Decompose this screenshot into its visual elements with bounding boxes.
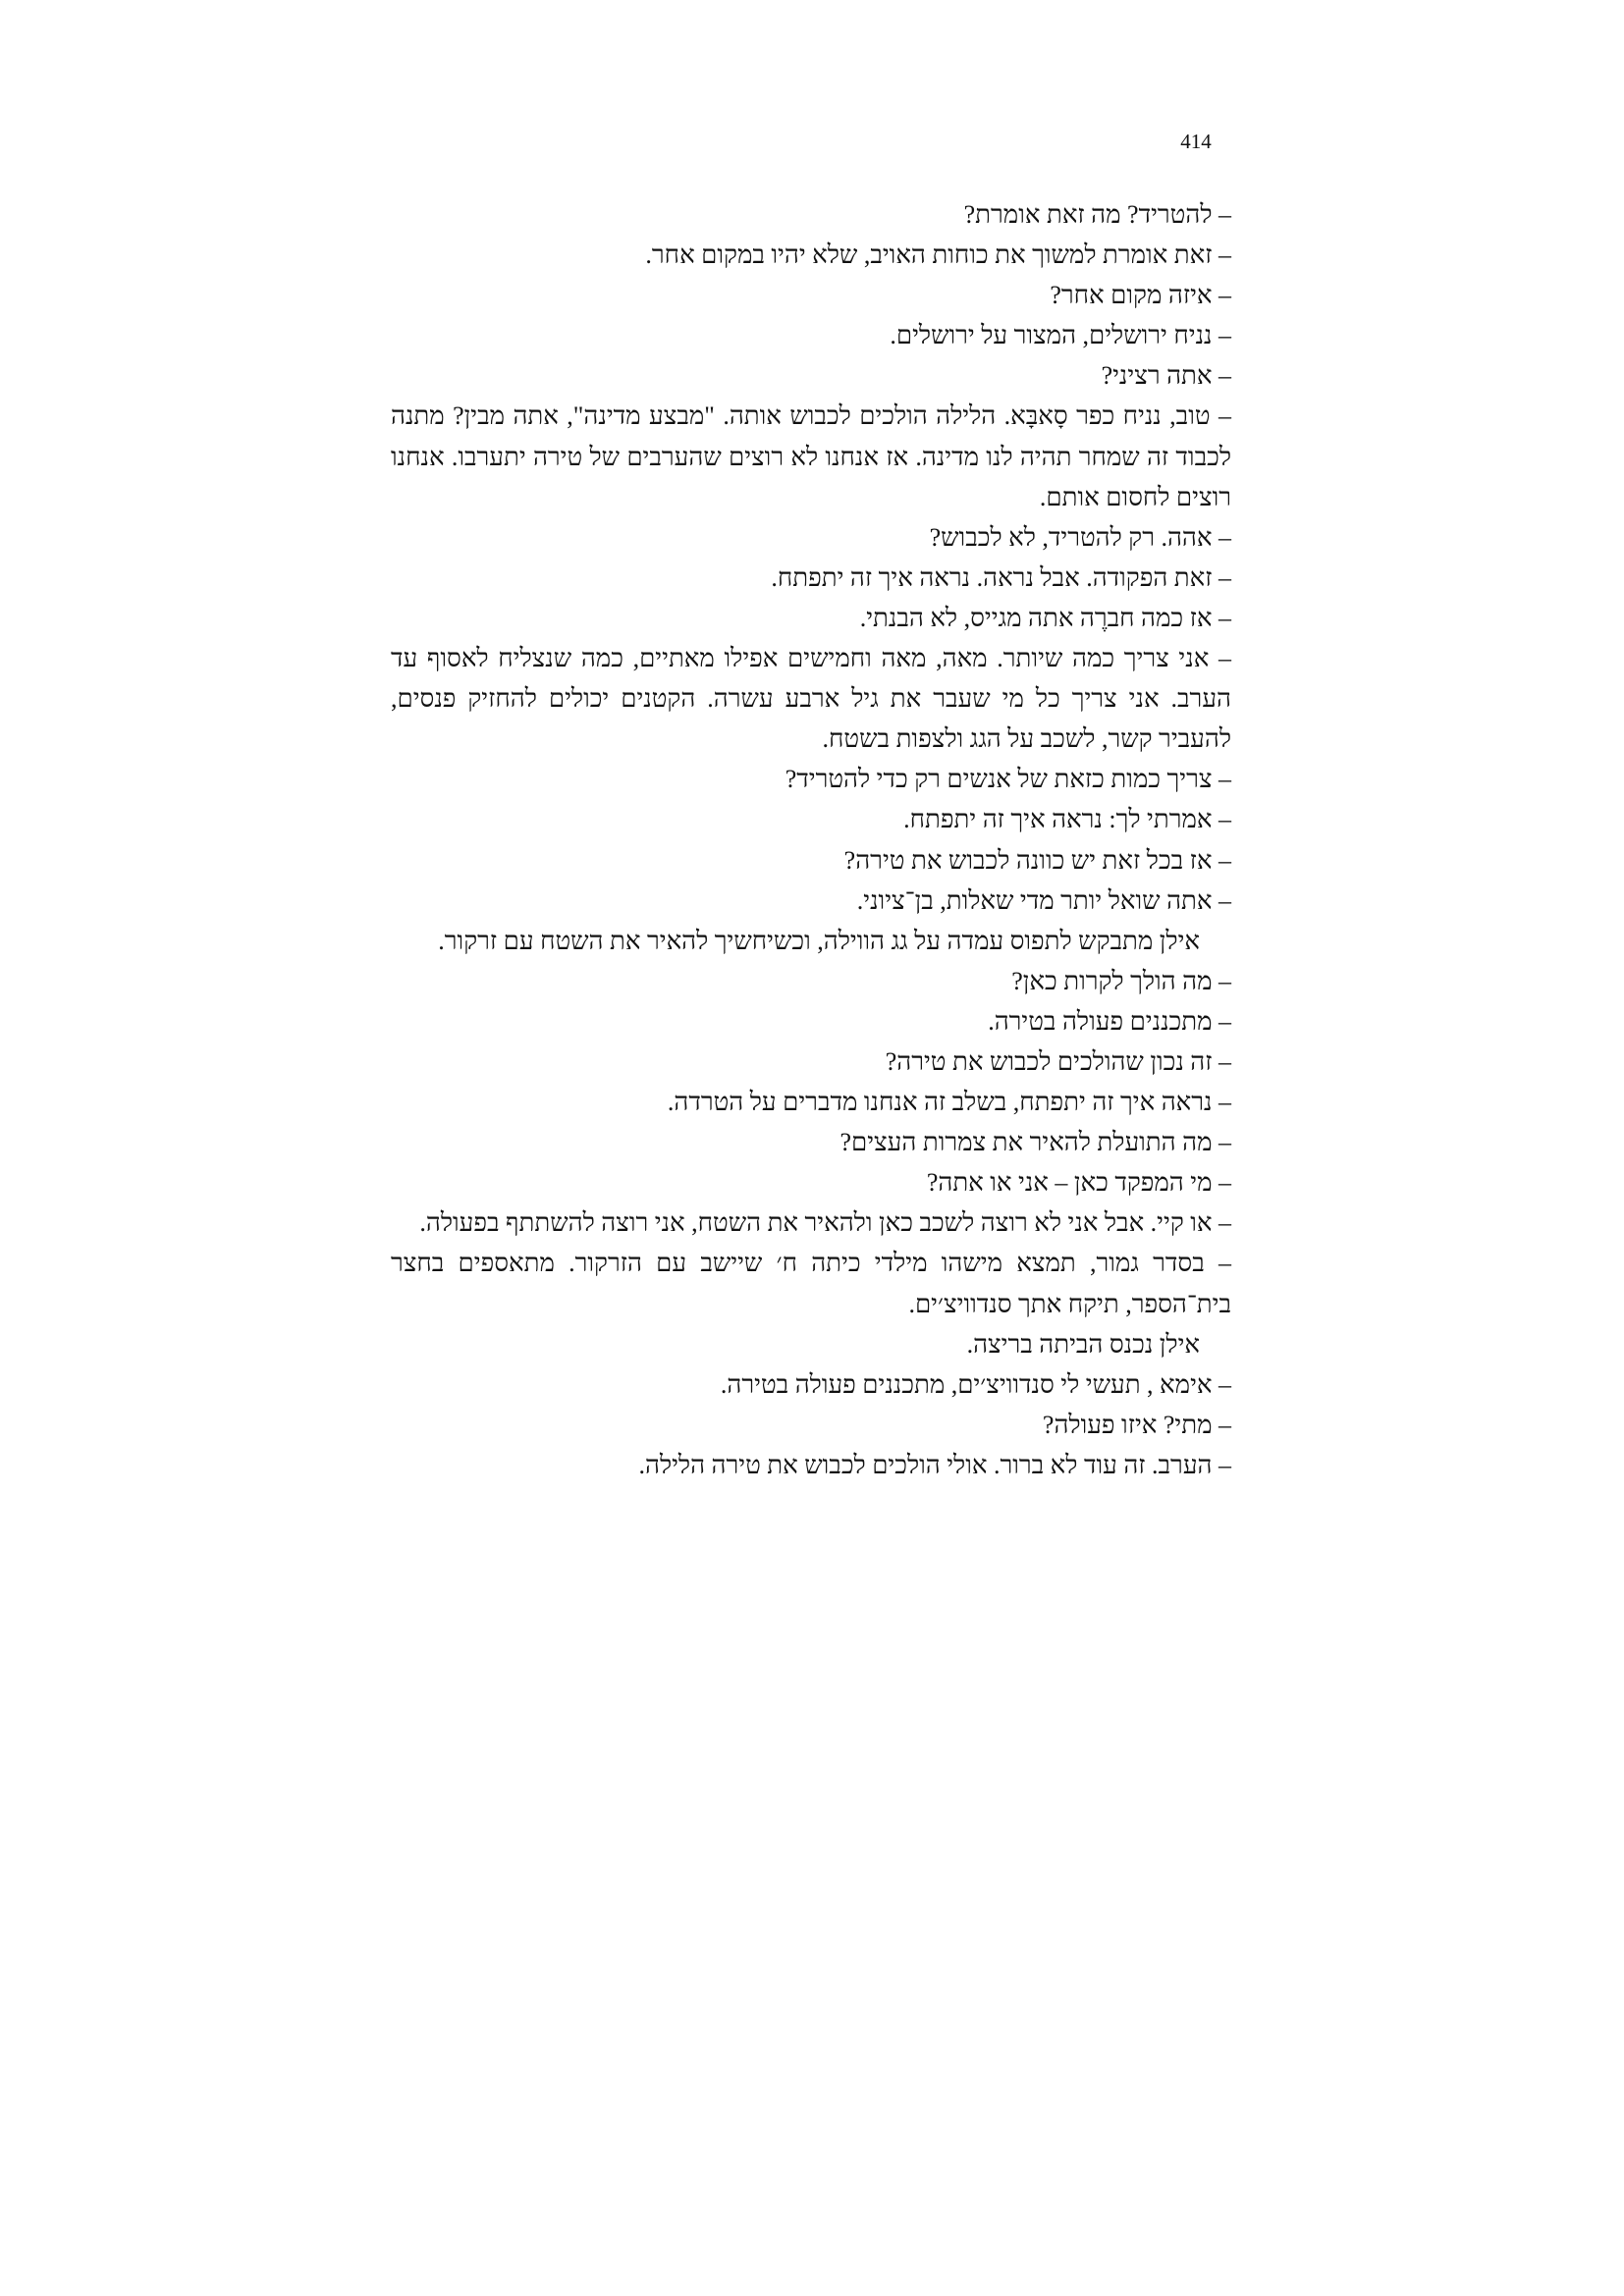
dialogue-line: – הערב. זה עוד לא ברור. אולי הולכים לכבוש את טירה הלילה.	[638, 1450, 1231, 1479]
dialogue-paragraph: – טוב, נניח כפר סָאבָּא. הלילה הולכים לכבוש אותה. "מבצע מדינה", אתה מבין? מתנה לכבוד זה שמחר תהיה לנו מדינה. אז אנחנו לא רוצים שהערבים של טירה יתערבו. אנחנו רוצים לחסום אותם.	[391, 401, 1231, 511]
dialogue-line: – זאת אומרת למשוך את כוחות האויב, שלא יהיו במקום אחר.	[645, 240, 1231, 270]
dialogue-line: – אז כמה חברֶה אתה מגייס, לא הבנתי.	[859, 603, 1231, 632]
dialogue-line: – זאת הפקודה. אבל נראה. נראה איך זה יתפתח.	[771, 562, 1231, 592]
dialogue-line: – אתה רציני?	[1101, 361, 1231, 391]
dialogue-line: – זה נכון שהולכים לכבוש את טירה?	[885, 1046, 1231, 1076]
dialogue-line: – נראה איך זה יתפתח, בשלב זה אנחנו מדברים על הטרדה.	[667, 1088, 1231, 1117]
dialogue-line: – אתה שואל יותר מדי שאלות, בן־ציוני.	[856, 885, 1231, 915]
dialogue-line: – מה הולך לקרות כאן?	[1011, 966, 1231, 995]
dialogue-line: – איזה מקום אחר?	[1050, 281, 1231, 310]
dialogue-paragraph: – בסדר גמור, תמצא מישהו מילדי כיתה ח׳ שיישב עם הזרקור. מתאספים בחצר בית־הספר, תיקח אתך סנדוויצ׳ים.	[391, 1249, 1231, 1318]
dialogue-line: – מה התועלת להאיר את צמרות העצים?	[839, 1128, 1231, 1157]
dialogue-paragraph: – אני צריך כמה שיותר. מאה, מאה וחמישים אפילו מאתיים, כמה שנצליח לאסוף עד הערב. אני צריך כל מי שעבר את גיל ארבע עשרה. הקטנים יכולים להחזיק פנסים, להעביר קשר, לשכב על הגג ולצפות בשטח.	[391, 644, 1231, 754]
narrative-paragraph: אילן מתבקש לתפוס עמדה על גג הווילה, וכשיחשיך להאיר את השטח עם זרקור.	[438, 926, 1200, 955]
dialogue-line: – מי המפקד כאן – אני או אתה?	[926, 1168, 1231, 1198]
dialogue-line: – מתי? איזו פעולה?	[1042, 1410, 1231, 1439]
dialogue-line: – אמרתי לך: נראה איך זה יתפתח.	[903, 805, 1231, 834]
narrative-paragraph: אילן נכנס הביתה בריצה.	[966, 1329, 1200, 1359]
dialogue-line: – אז בכל זאת יש כוונה לכבוש את טירה?	[843, 845, 1231, 875]
dialogue-line: – להטריד? מה זאת אומרת?	[963, 200, 1231, 229]
dialogue-line: – מתכננים פעולה בטירה.	[988, 1006, 1231, 1036]
page-number: 414	[1180, 130, 1212, 153]
dialogue-paragraph: – או קיי. אבל אני לא רוצה לשכב כאן ולהאיר את השטח, אני רוצה להשתתף בפעולה.	[419, 1208, 1231, 1238]
text-block	[391, 194, 1231, 1485]
dialogue-line: – אימא , תעשי לי סנדוויצ׳ים, מתכננים פעולה בטירה.	[720, 1369, 1231, 1399]
dialogue-line: – אהה. רק להטריד, לא לכבוש?	[929, 522, 1231, 552]
dialogue-line: – נניח ירושלים, המצור על ירושלים.	[890, 321, 1231, 350]
dialogue-line: – צריך כמות כזאת של אנשים רק כדי להטריד?	[785, 765, 1231, 794]
